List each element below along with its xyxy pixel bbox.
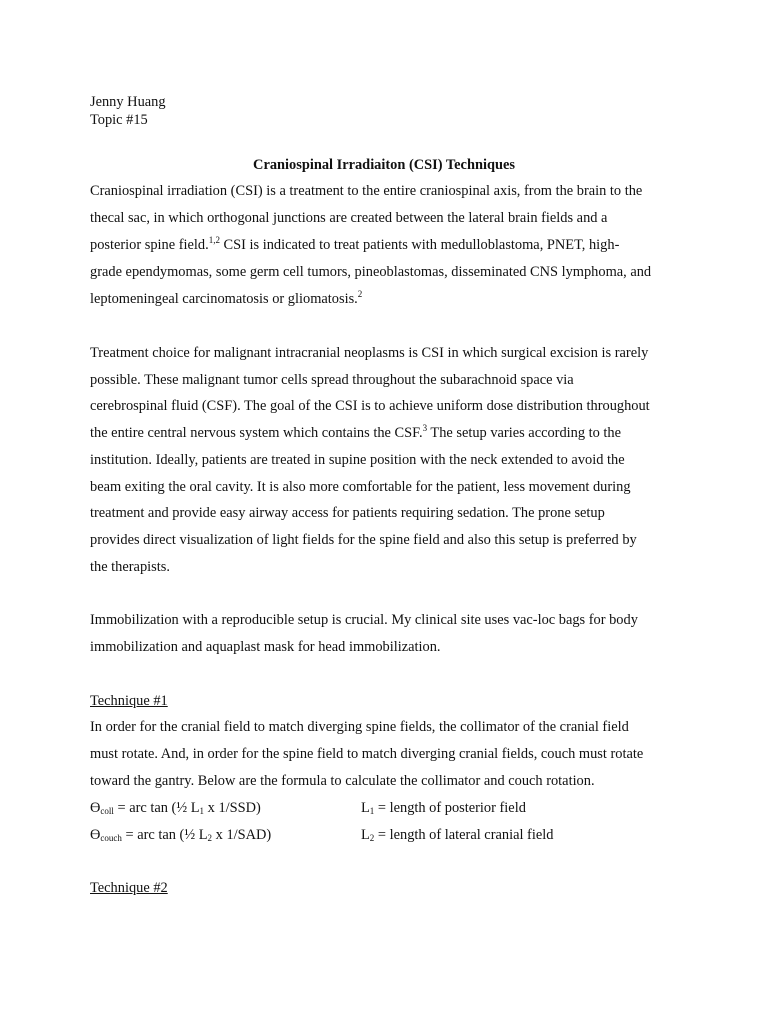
technique1-heading: Technique #1 bbox=[90, 693, 168, 709]
citation-ref: 2 bbox=[357, 289, 363, 299]
para1-line-3: posterior spine field.$^{1,2}$ CSI is indicated to treat patients with medulloblastoma, PNET, high- bbox=[90, 235, 620, 253]
technique1-line-3: toward the gantry. Below are the formula to calculate the collimator and couch rotation. bbox=[90, 773, 595, 789]
para2-line-4: the entire central nervous system which contains the CSF.$^3$ The setup varies according to the bbox=[90, 423, 622, 441]
formula-couch: $ϴ_{couch}$ = arc tan (½ $L_2$ x 1/SAD) bbox=[90, 827, 272, 843]
para1-line-5: leptomeningeal carcinomatosis or gliomatosis.$^2$ bbox=[90, 289, 363, 307]
para2-line-5: institution. Ideally, patients are treated in supine position with the neck extended to avoid the bbox=[90, 452, 625, 468]
para3-line-1: Immobilization with a reproducible setup is crucial. My clinical site uses vac-loc bags for body bbox=[90, 612, 638, 628]
para1-line-1: Craniospinal irradiation (CSI) is a treatment to the entire craniospinal axis, from the brain to the bbox=[90, 183, 643, 199]
para2-line-8: provides direct visualization of light fields for the spine field and also this setup is preferred by bbox=[90, 532, 637, 548]
para2-line-6: beam exiting the oral cavity. It is also more comfortable for the patient, less movement during bbox=[90, 479, 631, 495]
para1-line-2: thecal sac, in which orthogonal junctions are created between the lateral brain fields and a bbox=[90, 210, 608, 226]
definition-l1: $L_1$ = length of posterior field bbox=[361, 800, 526, 816]
para2-line-1: Treatment choice for malignant intracranial neoplasms is CSI in which surgical excision is rarely bbox=[90, 345, 649, 361]
para3-line-2: immobilization and aquaplast mask for head immobilization. bbox=[90, 639, 441, 655]
citation-ref: 1,2 bbox=[208, 235, 220, 245]
author-name: Jenny Huang bbox=[90, 94, 166, 110]
topic-number: Topic #15 bbox=[90, 112, 148, 128]
document-title: Craniospinal Irradiaiton (CSI) Techniques bbox=[253, 157, 515, 173]
para2-line-9: the therapists. bbox=[90, 559, 170, 575]
citation-ref: 3 bbox=[422, 423, 428, 433]
para1-line-4: grade ependymomas, some germ cell tumors, pineoblastomas, disseminated CNS lymphoma, and bbox=[90, 264, 652, 280]
definition-l2: $L_2$ = length of lateral cranial field bbox=[361, 827, 554, 843]
para2-line-2: possible. These malignant tumor cells spread throughout the subarachnoid space via bbox=[90, 372, 574, 388]
technique2-heading: Technique #2 bbox=[90, 880, 168, 896]
technique1-line-2: must rotate. And, in order for the spine field to match diverging cranial fields, couch must rotate bbox=[90, 746, 644, 762]
para2-line-3: cerebrospinal fluid (CSF). The goal of the CSI is to achieve uniform dose distribution throughout bbox=[90, 398, 650, 414]
para2-line-7: treatment and provide easy airway access for patients requiring sedation. The prone setup bbox=[90, 505, 605, 521]
formula-collimator: $ϴ_{coll}$ = arc tan (½ $L_1$ x 1/SSD) bbox=[90, 800, 261, 816]
technique1-line-1: In order for the cranial field to match diverging spine fields, the collimator of the cranial field bbox=[90, 719, 629, 735]
